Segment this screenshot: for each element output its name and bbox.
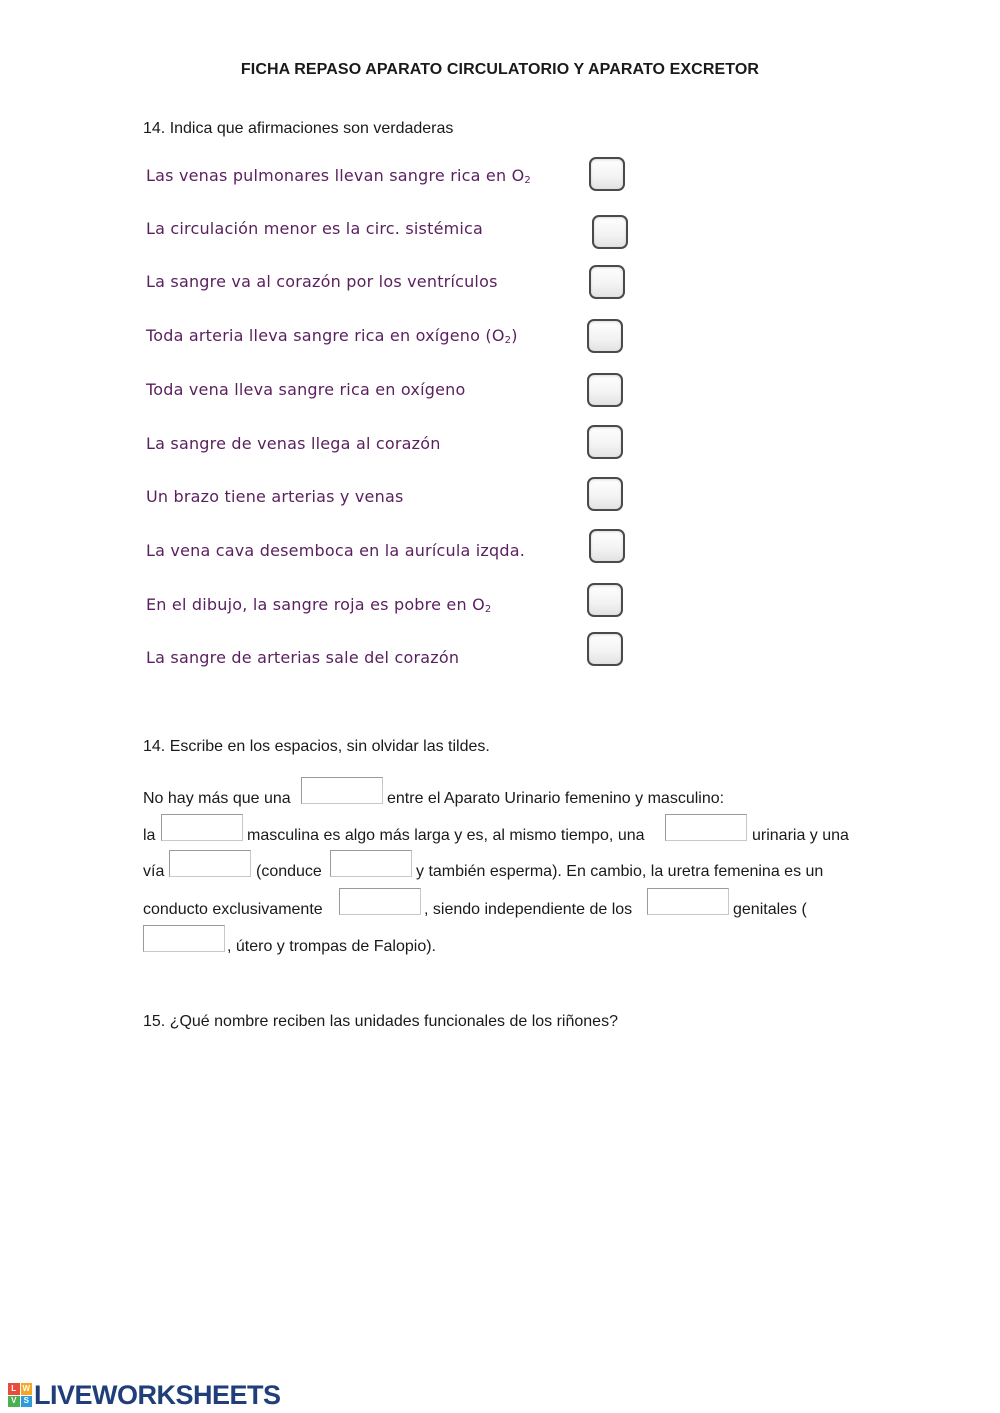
- statement-4: Toda arteria lleva sangre rica en oxígeno $(O_2)$: [146, 326, 518, 346]
- fill-text-1: No hay más que una: [143, 790, 291, 807]
- question-14-heading: 14. Indica que afirmaciones son verdaderas: [143, 120, 454, 137]
- blank-input-5[interactable]: [330, 850, 412, 877]
- fill-text-3: la: [143, 827, 156, 844]
- page-title: FICHA REPASO APARATO CIRCULATORIO Y APARATO EXCRETOR: [240, 61, 760, 78]
- blank-input-3[interactable]: [665, 814, 747, 841]
- checkbox-statement-6[interactable]: [587, 425, 623, 459]
- checkbox-statement-7[interactable]: [587, 477, 623, 511]
- statement-9: En el dibujo, la sangre roja es pobre en $O_2$: [146, 595, 492, 615]
- statement-6: La sangre de venas llega al corazón: [146, 434, 441, 453]
- blank-input-7[interactable]: [647, 888, 729, 915]
- checkbox-statement-9[interactable]: [587, 583, 623, 617]
- logo-letter-l: L: [8, 1383, 20, 1395]
- fill-text-9: conducto exclusivamente: [143, 901, 323, 918]
- blank-input-4[interactable]: [169, 850, 251, 877]
- checkbox-statement-3[interactable]: [589, 265, 625, 299]
- statement-2: La circulación menor es la circ. sistémica: [146, 219, 484, 238]
- blank-input-2[interactable]: [161, 814, 243, 841]
- fill-text-6: vía: [143, 863, 165, 880]
- logo-text: LIVEWORKSHEETS: [34, 1379, 281, 1410]
- statement-8: La vena cava desemboca en la aurícula izqda.: [146, 541, 526, 560]
- blank-input-1[interactable]: [301, 777, 383, 804]
- checkbox-statement-4[interactable]: [587, 319, 623, 353]
- blank-input-6[interactable]: [339, 888, 421, 915]
- statement-5: Toda vena lleva sangre rica en oxígeno: [146, 380, 466, 399]
- statement-7: Un brazo tiene arterias y venas: [146, 487, 404, 506]
- question-14b-heading: 14. Escribe en los espacios, sin olvidar las tildes.: [143, 738, 490, 755]
- fill-text-8: y también esperma). En cambio, la uretra femenina es un: [416, 863, 824, 880]
- statement-10: La sangre de arterias sale del corazón: [146, 648, 460, 667]
- checkbox-statement-10[interactable]: [587, 632, 623, 666]
- statement-1: Las venas pulmonares llevan sangre rica en $O_2$: [146, 166, 531, 186]
- checkbox-statement-8[interactable]: [589, 529, 625, 563]
- logo-letter-s: S: [21, 1396, 33, 1408]
- fill-text-7: (conduce: [256, 863, 322, 880]
- logo-letter-w: W: [22, 1383, 31, 1393]
- liveworksheets-logo: [8, 1380, 281, 1410]
- fill-text-12: , útero y trompas de Falopio).: [227, 938, 436, 955]
- checkbox-statement-5[interactable]: [587, 373, 623, 407]
- question-15-heading: 15. ¿Qué nombre reciben las unidades funcionales de los riñones?: [143, 1013, 618, 1030]
- logo-letter-v: V: [8, 1396, 20, 1408]
- fill-text-2: entre el Aparato Urinario femenino y masculino:: [387, 790, 725, 807]
- statement-3: La sangre va al corazón por los ventrículos: [146, 272, 498, 291]
- fill-text-4: masculina es algo más larga y es, al mismo tiempo, una: [247, 827, 645, 844]
- fill-text-11: genitales (: [733, 901, 807, 918]
- logo-grid-icon: [8, 1383, 32, 1407]
- blank-input-8[interactable]: [143, 925, 225, 952]
- fill-text-10: , siendo independiente de los: [424, 901, 633, 918]
- checkbox-statement-1[interactable]: [589, 157, 625, 191]
- checkbox-statement-2[interactable]: [592, 215, 628, 249]
- fill-text-5: urinaria y una: [752, 827, 849, 844]
